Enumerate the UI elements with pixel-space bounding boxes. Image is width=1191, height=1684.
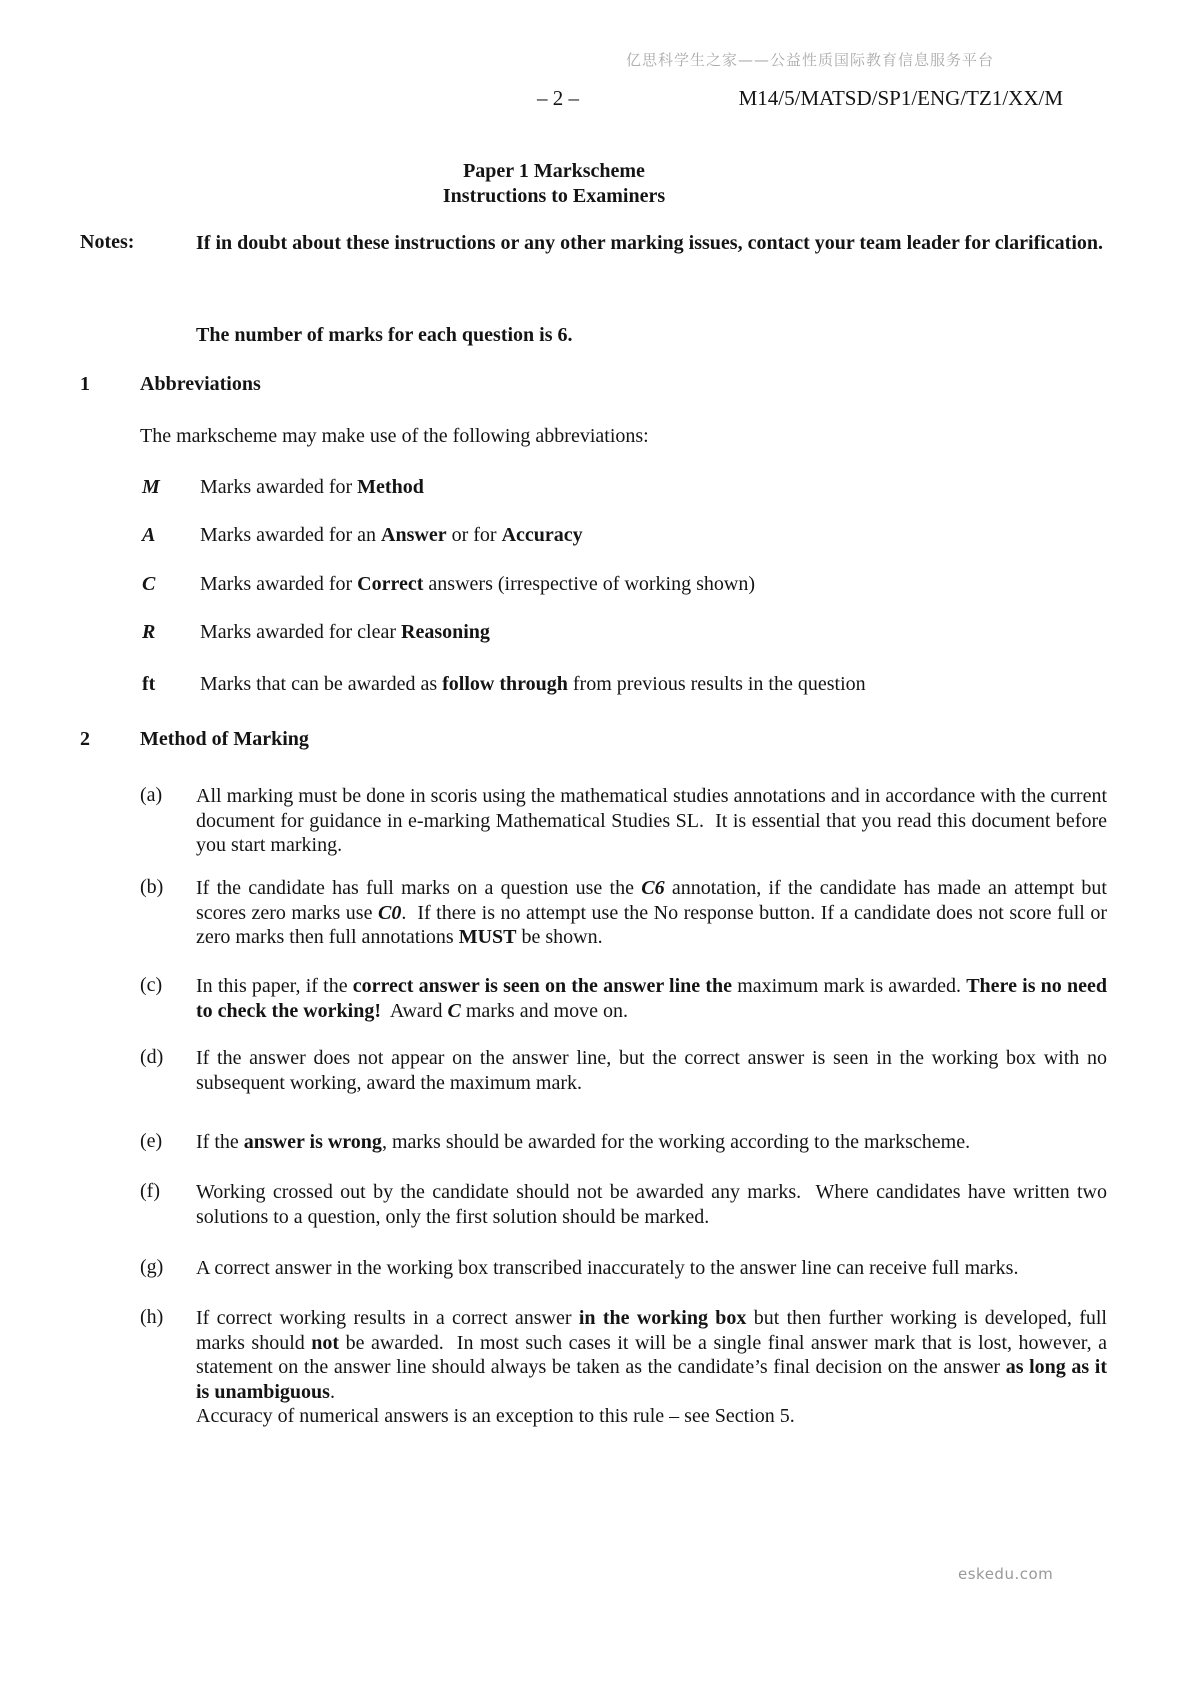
abbr-symbol-ft: ft <box>142 673 156 695</box>
method-item-g-label: (g) <box>140 1256 164 1278</box>
section-1-heading: Abbreviations <box>140 373 261 395</box>
abbr-def-C: Marks awarded for Correct answers (irrespective of working shown) <box>200 573 755 595</box>
method-item-b-body: If the candidate has full marks on a question use the C6 annotation, if the candidate has made an attempt but scores zero marks use C0. If there is no attempt use the No response button. If a candidate does not score full or zero marks then full annotations MUST be shown. <box>196 877 1107 948</box>
marks-per-question-note: The number of marks for each question is 6. <box>196 324 573 346</box>
section-1-number: 1 <box>80 373 90 395</box>
notes-label: Notes: <box>80 231 135 253</box>
paper-code: M14/5/MATSD/SP1/ENG/TZ1/XX/M <box>738 86 1063 110</box>
method-item-e-body: If the answer is wrong, marks should be awarded for the working according to the markscheme. <box>196 1131 971 1153</box>
page-number: – 2 – <box>537 86 579 110</box>
method-item-d-label: (d) <box>140 1046 164 1068</box>
abbr-symbol-M: M <box>142 476 160 498</box>
notes-body: If in doubt about these instructions or any other marking issues, contact your team leader for clarification. <box>196 232 1104 254</box>
abbr-def-R: Marks awarded for clear Reasoning <box>200 621 490 643</box>
method-item-a-label: (a) <box>140 784 163 806</box>
method-item-d-body: If the answer does not appear on the answer line, but the correct answer is seen in the working box with no subsequent working, award the maximum mark. <box>196 1047 1107 1094</box>
abbreviations-intro: The markscheme may make use of the following abbreviations: <box>140 425 649 447</box>
section-2-number: 2 <box>80 728 90 750</box>
method-item-h-label: (h) <box>140 1306 164 1328</box>
method-item-g-body: A correct answer in the working box transcribed inaccurately to the answer line can receive full marks. <box>196 1257 1019 1279</box>
abbr-symbol-C: C <box>142 573 156 595</box>
method-item-b-label: (b) <box>140 876 164 898</box>
method-item-c-label: (c) <box>140 974 163 996</box>
method-item-c-body: In this paper, if the correct answer is seen on the answer line the maximum mark is awarded. There is no need to check the working! Award C marks and move on. <box>196 975 1107 1022</box>
abbr-def-A: Marks awarded for an Answer or for Accuracy <box>200 524 583 546</box>
abbr-symbol-R: R <box>142 621 156 643</box>
title-line-1: Paper 1 Markscheme <box>463 160 645 182</box>
method-item-e-label: (e) <box>140 1130 163 1152</box>
abbr-def-M: Marks awarded for Method <box>200 476 424 498</box>
abbr-symbol-A: A <box>142 524 156 546</box>
watermark-bottom: eskedu.com <box>958 1565 1054 1583</box>
section-2-heading: Method of Marking <box>140 728 309 750</box>
method-item-f-body: Working crossed out by the candidate should not be awarded any marks. Where candidates have written two solutions to a question, only the first solution should be marked. <box>196 1181 1107 1228</box>
method-item-h-main: If correct working results in a correct answer in the working box but then further working is developed, full marks should not be awarded. In most such cases it will be a single final answer mark that is lost, however, a statement on the answer line should always be taken as the candidate’s final decision on the answer as long as it is unambiguous. <box>196 1307 1107 1403</box>
title-line-2: Instructions to Examiners <box>442 184 666 207</box>
watermark-top: 亿思科学生之家——公益性质国际教育信息服务平台 <box>625 51 994 69</box>
abbr-def-ft: Marks that can be awarded as follow through from previous results in the question <box>200 673 866 695</box>
method-item-a-body: All marking must be done in scoris using the mathematical studies annotations and in accordance with the current document for guidance in e-marking Mathematical Studies SL. It is essential that you read this document before you start marking. <box>196 785 1107 856</box>
method-item-h-note: Accuracy of numerical answers is an exception to this rule – see Section 5. <box>196 1405 795 1427</box>
document-title <box>0 159 1108 208</box>
method-item-h-body <box>196 1306 1107 1429</box>
method-item-f-label: (f) <box>140 1180 160 1202</box>
